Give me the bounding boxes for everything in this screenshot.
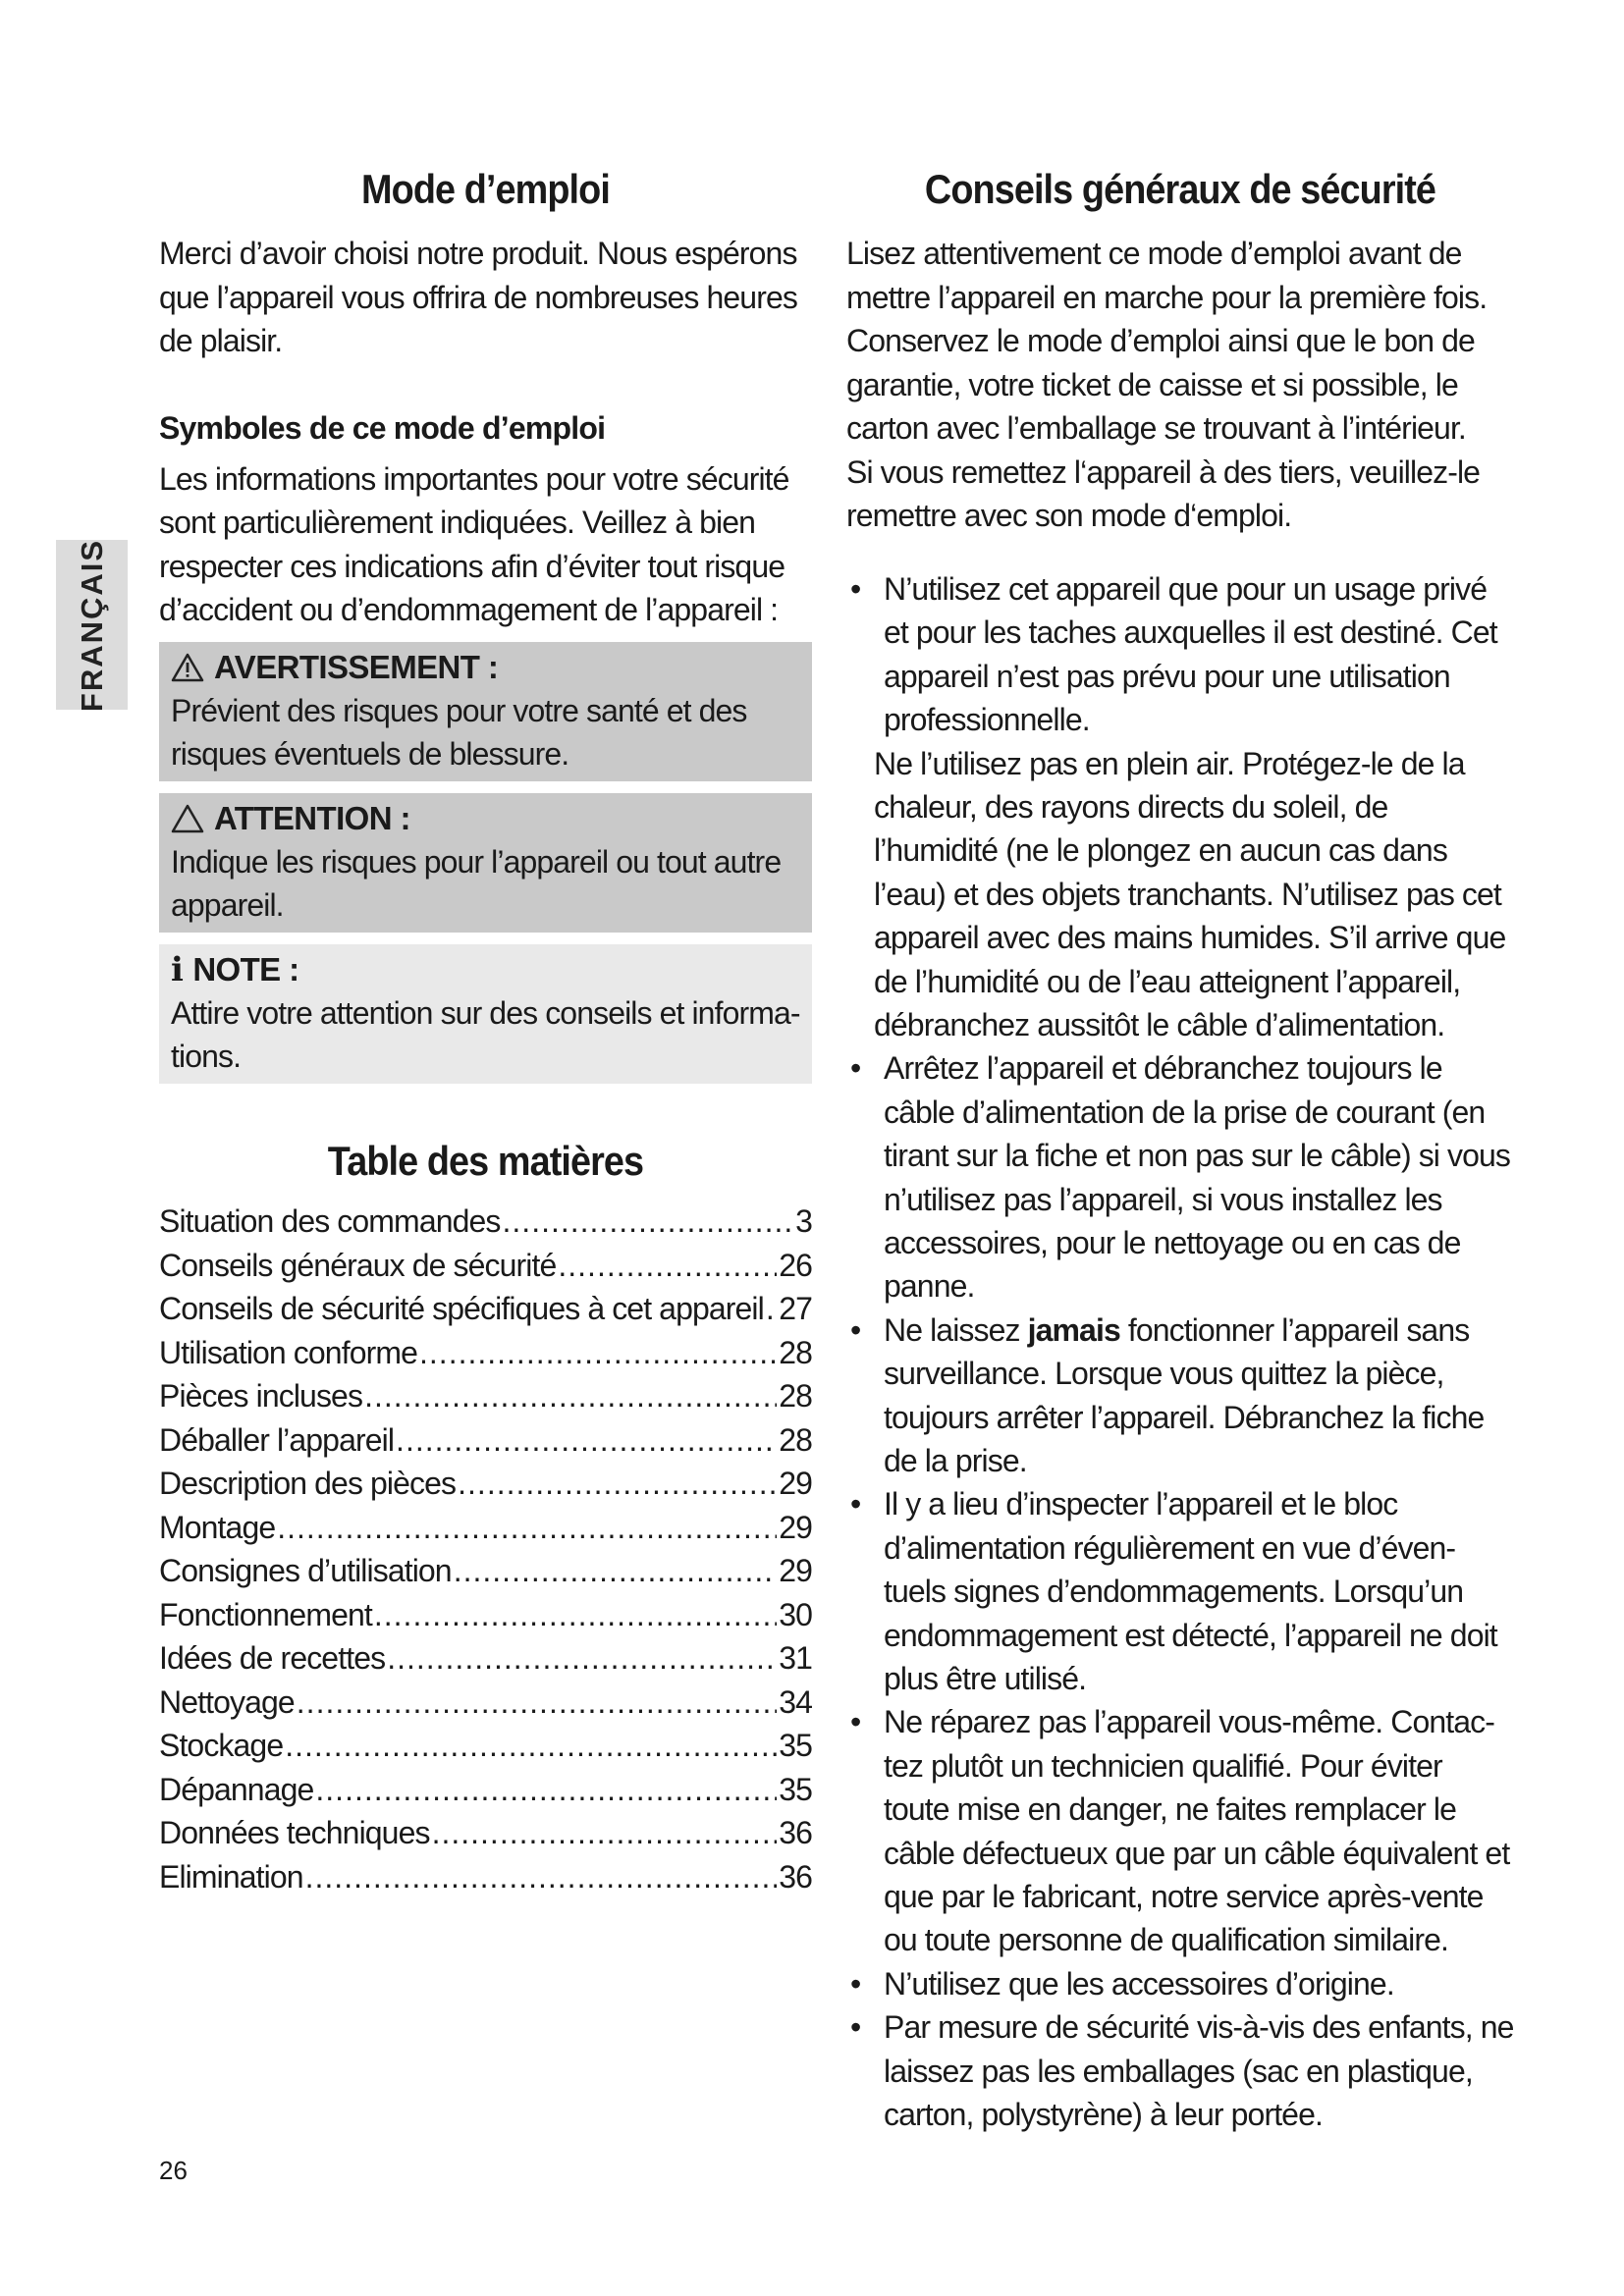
toc-entry-page: 36	[779, 1815, 812, 1851]
safety-text: Ne laissez	[884, 1311, 1028, 1348]
safety-list	[846, 567, 1514, 2137]
toc-dot-leader	[503, 1200, 794, 1244]
toc-entry-label: Conseils généraux de sécurité	[159, 1247, 557, 1283]
safety-list-item	[846, 1046, 1514, 1308]
toc-entry-label: Situation des commandes	[159, 1203, 501, 1240]
toc-dot-leader	[766, 1287, 777, 1331]
toc-entry	[159, 1244, 812, 1288]
toc-dot-leader	[374, 1593, 777, 1637]
toc-entry	[159, 1681, 812, 1725]
toc-entry-page: 29	[779, 1509, 812, 1545]
safety-text: Arrêtez l’appareil et débranchez toujours le câble d’alimentation de la prise de courant (en tirant sur la fiche et non pas sur le câble) si vous n’utilisez pas l’appareil, si vous installez les accessoires, pour le nettoyage ou en cas de panne.	[884, 1050, 1510, 1305]
toc-entry-label: Déballer l’appareil	[159, 1421, 395, 1458]
toc-entry-label: Données techniques	[159, 1815, 430, 1851]
safety-list-item	[846, 567, 1514, 742]
safety-list-item	[846, 2005, 1514, 2136]
toc-entry-page: 35	[779, 1771, 812, 1807]
safety-text: N’utilisez cet appareil que pour un usage privé et pour les taches auxquelles il est destiné. Cet appareil n’est pas prévu pour une utilisation professionnelle.	[884, 570, 1497, 738]
warning-box	[159, 642, 812, 781]
toc-dot-leader	[396, 1418, 777, 1463]
toc-entry	[159, 1724, 812, 1768]
toc-dot-leader	[305, 1855, 778, 1899]
safety-emphasis: jamais	[1027, 1311, 1120, 1348]
toc-entry-page: 31	[779, 1640, 812, 1677]
toc-entry-label: Idées de recettes	[159, 1640, 386, 1677]
toc-dot-leader	[277, 1506, 777, 1550]
left-column	[159, 165, 812, 1898]
toc-dot-leader	[387, 1636, 777, 1681]
intro-text: Merci d’avoir choisi notre produit. Nous espérons que l’appareil vous offrira de nombreuses heures de plaisir.	[159, 236, 797, 359]
toc-entry	[159, 1593, 812, 1637]
toc-entry	[159, 1287, 812, 1331]
toc-entry-page: 28	[779, 1421, 812, 1458]
toc-entry-page: 28	[779, 1378, 812, 1415]
safety-intro: Lisez attentivement ce mode d’emploi avant de mettre l’appareil en marche pour la première fois. Conservez le mode d’emploi ainsi que le bon de garantie, votre ticket de caisse et si possible, le carton avec l’emballage se trouvant à l’intérieur.	[846, 236, 1488, 447]
toc-entry	[159, 1811, 812, 1855]
toc-entry	[159, 1506, 812, 1550]
toc-entry-page: 29	[779, 1466, 812, 1502]
toc-entry-label: Consignes d’utilisation	[159, 1553, 452, 1589]
safety-text: Par mesure de sécurité vis-à-vis des enfants, ne laissez pas les emballages (sac en plastique, carton, polystyrène) à leur portée.	[884, 2009, 1514, 2133]
toc-entry-page: 30	[779, 1596, 812, 1632]
safety-text: Il y a lieu d’inspecter l’appareil et le bloc d’alimentation régulièrement en vue d’éven-tuels signes d’endommagements. Lorsqu’un endommagement est détecté, l’appareil ne doit plus être utilisé.	[884, 1486, 1497, 1697]
toc-entry-page: 35	[779, 1728, 812, 1764]
note-box	[159, 944, 812, 1084]
toc-entry-page: 28	[779, 1334, 812, 1370]
toc-entry-page: 29	[779, 1553, 812, 1589]
warning-title: AVERTISSEMENT :	[214, 648, 499, 685]
toc-entry-label: Pièces incluses	[159, 1378, 363, 1415]
page-number: 26	[159, 2156, 188, 2185]
safety-list-item	[846, 742, 1514, 1047]
toc-dot-leader	[419, 1331, 777, 1375]
attention-text: Indique les risques pour l’appareil ou tout autre appareil.	[171, 843, 782, 923]
toc-entry-label: Nettoyage	[159, 1683, 295, 1720]
attention-box	[159, 793, 812, 933]
toc-dot-leader	[285, 1724, 777, 1768]
right-column	[846, 165, 1514, 2137]
page-title: Mode d’emploi	[361, 166, 610, 212]
attention-title: ATTENTION :	[214, 799, 410, 836]
toc-dot-leader	[297, 1681, 777, 1725]
safety-list-item	[846, 1482, 1514, 1700]
toc-entry-page: 3	[795, 1203, 812, 1240]
info-icon: i	[171, 949, 184, 989]
toc-entry-label: Conseils de sécurité spécifiques à cet appareil	[159, 1291, 764, 1327]
safety-text: Ne réparez pas l’appareil vous-même. Contac-tez plutôt un technicien qualifié. Pour éviter toute mise en danger, ne faites remplacer le câble défectueux que par un câble équivalent et que par le fabricant, notre service après-vente ou toute personne de qualification similaire.	[884, 1704, 1510, 1958]
toc-dot-leader	[558, 1244, 777, 1288]
toc-entry-label: Description des pièces	[159, 1466, 457, 1502]
safety-list-item	[846, 1962, 1514, 2005]
toc-entry	[159, 1855, 812, 1899]
toc-entry	[159, 1549, 812, 1593]
toc-entry-page: 36	[779, 1858, 812, 1895]
toc-entry-label: Dépannage	[159, 1771, 314, 1807]
safety-text: Ne l’utilisez pas en plein air. Protégez-le de la chaleur, des rayons directs du soleil, de l’humidité (ne le plongez en aucun cas dans l’eau) et des objets tranchants. N’utilisez pas cet appareil avec des mains humides. S’il arrive que de l’humidité ou de l’eau atteignent l’appareil, débranchez aussitôt le câble d’alimentation.	[874, 745, 1506, 1042]
toc-dot-leader	[458, 1462, 777, 1506]
toc-entry	[159, 1418, 812, 1463]
toc-entry	[159, 1331, 812, 1375]
safety-intro-2: Si vous remettez l‘appareil à des tiers, veuillez-le remettre avec son mode d‘emploi.	[846, 454, 1481, 534]
toc-entry-label: Stockage	[159, 1728, 284, 1764]
language-tab-label: FRANÇAIS	[74, 538, 109, 712]
toc-entry-page: 34	[779, 1683, 812, 1720]
toc-entry-label: Montage	[159, 1509, 276, 1545]
toc-entry-label: Fonctionnement	[159, 1596, 372, 1632]
toc-entry-page: 27	[779, 1291, 812, 1327]
toc-dot-leader	[364, 1374, 777, 1418]
safety-title: Conseils généraux de sécurité	[924, 166, 1436, 212]
note-text: Attire votre attention sur des conseils et informa-tions.	[171, 994, 800, 1074]
toc-dot-leader	[454, 1549, 777, 1593]
safety-list-item	[846, 1308, 1514, 1483]
toc-entry	[159, 1374, 812, 1418]
table-of-contents	[159, 1200, 812, 1898]
toc-entry-label: Utilisation conforme	[159, 1334, 418, 1370]
caution-triangle-icon	[171, 803, 204, 834]
safety-text: fonctionner l’appareil sans surveillance. Lorsque vous quittez la pièce, toujours arrêter l’appareil. Débranchez la fiche de la prise.	[884, 1311, 1485, 1479]
toc-entry-page: 26	[779, 1247, 812, 1283]
language-tab	[56, 540, 128, 710]
toc-title: Table des matières	[327, 1137, 644, 1184]
toc-dot-leader	[432, 1811, 778, 1855]
safety-text: N’utilisez que les accessoires d’origine.	[884, 1965, 1394, 2002]
toc-entry	[159, 1462, 812, 1506]
toc-entry	[159, 1768, 812, 1812]
symbols-heading: Symboles de ce mode d’emploi	[159, 409, 606, 446]
symbols-text: Les informations importantes pour votre sécurité sont particulièrement indiquées. Veillez à bien respecter ces indications afin d’éviter tout risque d’accident ou d’endommagement de l’appareil :	[159, 460, 789, 628]
toc-entry	[159, 1636, 812, 1681]
warning-text: Prévient des risques pour votre santé et des risques éventuels de blessure.	[171, 692, 747, 772]
toc-entry-label: Elimination	[159, 1858, 303, 1895]
toc-entry	[159, 1200, 812, 1244]
note-title: NOTE :	[192, 950, 299, 988]
warning-triangle-icon	[171, 652, 204, 683]
safety-list-item	[846, 1700, 1514, 1961]
toc-dot-leader	[315, 1768, 777, 1812]
